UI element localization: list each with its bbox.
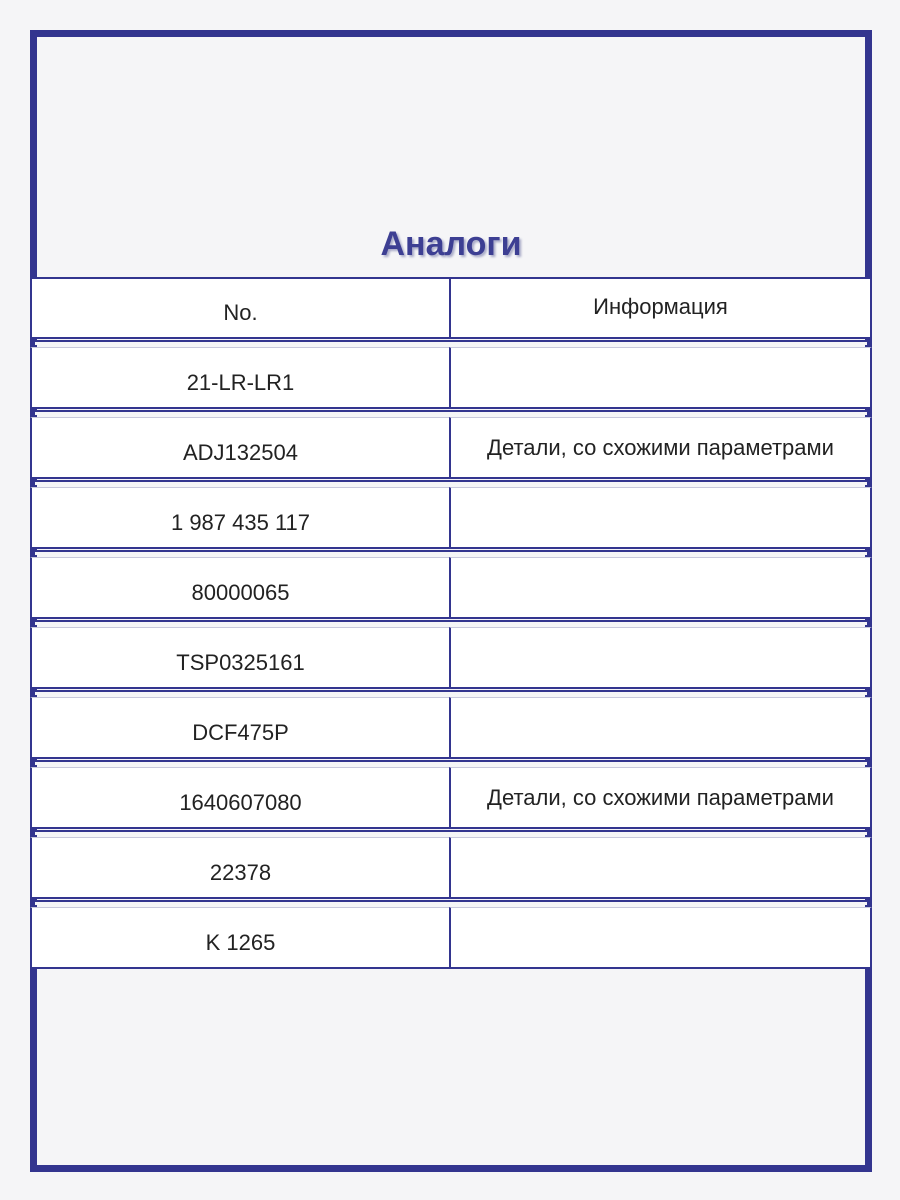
part-number-cell: TSP0325161 (30, 627, 451, 689)
page-title: Аналоги (380, 225, 522, 263)
info-cell (449, 697, 872, 759)
info-cell (449, 907, 872, 969)
part-number-cell: 1 987 435 117 (30, 487, 451, 549)
info-cell: Детали, со схожими параметрами (449, 767, 872, 829)
info-cell: Детали, со схожими параметрами (449, 417, 872, 479)
table-row (30, 767, 872, 829)
info-cell (449, 557, 872, 619)
table-row (30, 907, 872, 969)
table-header-row (30, 277, 872, 339)
table-row (30, 557, 872, 619)
table-row (30, 627, 872, 689)
table-row (30, 697, 872, 759)
part-number-cell: K 1265 (30, 907, 451, 969)
part-number-cell: ADJ132504 (30, 417, 451, 479)
info-cell (449, 347, 872, 409)
table-row (30, 487, 872, 549)
column-header-info: Информация (449, 277, 872, 339)
part-number-cell: 22378 (30, 837, 451, 899)
info-cell (449, 837, 872, 899)
part-number-cell: DCF475P (30, 697, 451, 759)
part-number-cell: 21-LR-LR1 (30, 347, 451, 409)
part-number-cell: 1640607080 (30, 767, 451, 829)
table-row (30, 347, 872, 409)
part-number-cell: 80000065 (30, 557, 451, 619)
table-row (30, 837, 872, 899)
table-row (30, 417, 872, 479)
column-header-no: No. (30, 277, 451, 339)
info-cell (449, 627, 872, 689)
info-cell (449, 487, 872, 549)
